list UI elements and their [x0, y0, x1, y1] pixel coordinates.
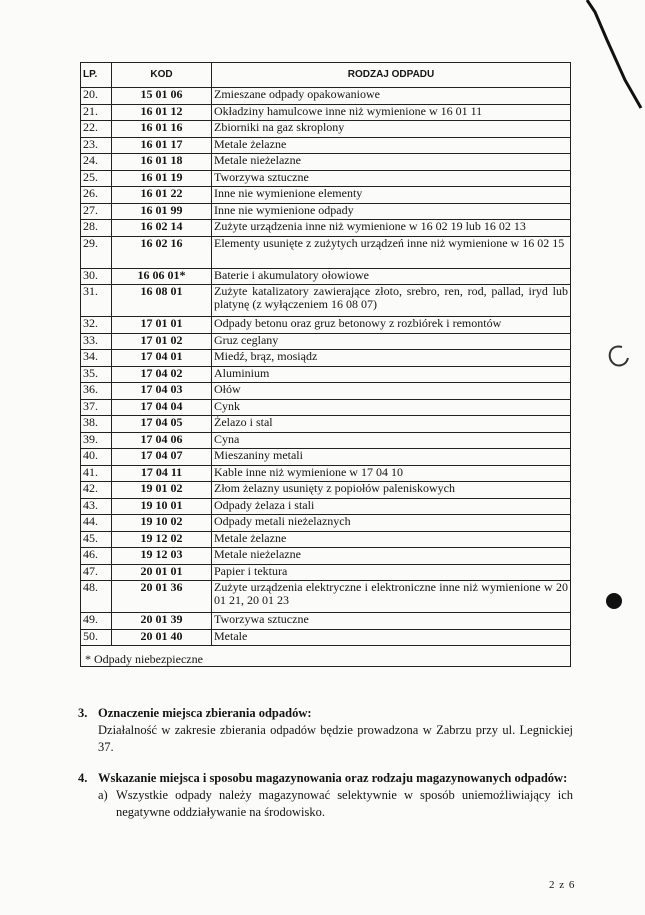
row-rodzaj-odpadu: Złom żelazny usunięty z popiołów paleniskowych [212, 482, 571, 499]
row-kod: 16 08 01 [112, 285, 212, 317]
table-row [81, 203, 571, 220]
row-lp: 46. [81, 548, 112, 565]
row-lp: 28. [81, 220, 112, 237]
section-4 [78, 770, 573, 821]
table-row [81, 383, 571, 400]
table-row [81, 285, 571, 317]
table-row [81, 548, 571, 565]
row-kod: 19 10 02 [112, 515, 212, 532]
table-footnote-row [81, 646, 571, 667]
section-3 [78, 705, 573, 756]
row-lp: 42. [81, 482, 112, 499]
row-lp: 45. [81, 531, 112, 548]
row-kod: 17 04 05 [112, 416, 212, 433]
row-rodzaj-odpadu: Cynk [212, 399, 571, 416]
row-lp: 31. [81, 285, 112, 317]
row-lp: 24. [81, 154, 112, 171]
row-kod: 19 10 01 [112, 498, 212, 515]
table-row [81, 170, 571, 187]
section-4-number: 4. [78, 771, 88, 785]
row-kod: 17 04 03 [112, 383, 212, 400]
row-kod: 17 04 02 [112, 366, 212, 383]
row-rodzaj-odpadu: Cyna [212, 432, 571, 449]
scan-punch-hole [603, 590, 627, 612]
row-rodzaj-odpadu: Zmieszane odpady opakowaniowe [212, 88, 571, 105]
row-lp: 23. [81, 137, 112, 154]
row-kod: 20 01 39 [112, 613, 212, 630]
row-kod: 20 01 40 [112, 629, 212, 646]
row-lp: 30. [81, 268, 112, 285]
footnote-hazardous: * Odpady niebezpieczne [81, 646, 571, 667]
table-row [81, 629, 571, 646]
row-rodzaj-odpadu: Tworzywa sztuczne [212, 613, 571, 630]
row-rodzaj-odpadu: Okładziny hamulcowe inne niż wymienione w 16 01 11 [212, 104, 571, 121]
table-row [81, 449, 571, 466]
row-kod: 16 02 16 [112, 236, 212, 268]
row-lp: 21. [81, 104, 112, 121]
row-rodzaj-odpadu: Ołów [212, 383, 571, 400]
row-lp: 36. [81, 383, 112, 400]
row-rodzaj-odpadu: Odpady betonu oraz gruz betonowy z rozbiórek i remontów [212, 317, 571, 334]
row-rodzaj-odpadu: Mieszaniny metali [212, 449, 571, 466]
row-kod: 16 01 17 [112, 137, 212, 154]
row-lp: 41. [81, 465, 112, 482]
row-rodzaj-odpadu: Zużyte urządzenia inne niż wymienione w 16 02 19 lub 16 02 13 [212, 220, 571, 237]
table-row [81, 564, 571, 581]
row-rodzaj-odpadu: Gruz ceglany [212, 333, 571, 350]
row-rodzaj-odpadu: Metale żelazne [212, 531, 571, 548]
table-row [81, 531, 571, 548]
row-kod: 16 02 14 [112, 220, 212, 237]
row-rodzaj-odpadu: Metale nieżelazne [212, 154, 571, 171]
row-lp: 32. [81, 317, 112, 334]
table-row [81, 366, 571, 383]
table-row [81, 515, 571, 532]
section-4-item-a [78, 787, 573, 821]
table-row [81, 581, 571, 613]
table-row [81, 432, 571, 449]
row-rodzaj-odpadu: Metale nieżelazne [212, 548, 571, 565]
table-row [81, 317, 571, 334]
row-kod: 16 01 99 [112, 203, 212, 220]
table-row [81, 465, 571, 482]
row-rodzaj-odpadu: Zużyte katalizatory zawierające złoto, srebro, ren, rod, pallad, iryd lub platynę (z wyłączeniem 16 08 07) [212, 285, 571, 317]
row-rodzaj-odpadu: Aluminium [212, 366, 571, 383]
row-kod: 19 01 02 [112, 482, 212, 499]
row-lp: 38. [81, 416, 112, 433]
row-lp: 48. [81, 581, 112, 613]
row-lp: 50. [81, 629, 112, 646]
table-row [81, 482, 571, 499]
scan-ring-mark [604, 342, 632, 372]
row-kod: 16 01 22 [112, 187, 212, 204]
row-lp: 27. [81, 203, 112, 220]
row-lp: 20. [81, 88, 112, 105]
row-lp: 26. [81, 187, 112, 204]
table-row [81, 236, 571, 268]
row-lp: 49. [81, 613, 112, 630]
table-header-row [81, 63, 571, 88]
row-rodzaj-odpadu: Metale żelazne [212, 137, 571, 154]
row-kod: 16 01 19 [112, 170, 212, 187]
scan-edge-mark [585, 0, 645, 110]
table-row [81, 333, 571, 350]
row-kod: 20 01 01 [112, 564, 212, 581]
table-row [81, 416, 571, 433]
row-lp: 25. [81, 170, 112, 187]
row-lp: 22. [81, 121, 112, 138]
table-row [81, 613, 571, 630]
row-kod: 17 04 07 [112, 449, 212, 466]
row-kod: 17 01 01 [112, 317, 212, 334]
row-rodzaj-odpadu: Kable inne niż wymienione w 17 04 10 [212, 465, 571, 482]
row-kod: 16 01 18 [112, 154, 212, 171]
row-rodzaj-odpadu: Papier i tektura [212, 564, 571, 581]
row-lp: 37. [81, 399, 112, 416]
row-kod: 17 04 06 [112, 432, 212, 449]
row-rodzaj-odpadu: Elementy usunięte z zużytych urządzeń inne niż wymienione w 16 02 15 [212, 236, 571, 268]
row-rodzaj-odpadu: Tworzywa sztuczne [212, 170, 571, 187]
row-lp: 35. [81, 366, 112, 383]
row-kod: 16 01 16 [112, 121, 212, 138]
table-body [81, 88, 571, 646]
row-kod: 16 06 01* [112, 268, 212, 285]
table-row [81, 154, 571, 171]
row-lp: 33. [81, 333, 112, 350]
table-row [81, 137, 571, 154]
item-a-label: a) [98, 788, 108, 802]
header-kod: KOD [112, 63, 212, 88]
table-row [81, 498, 571, 515]
row-rodzaj-odpadu: Zużyte urządzenia elektryczne i elektroniczne inne niż wymienione w 20 01 21, 20 01 23 [212, 581, 571, 613]
row-lp: 34. [81, 350, 112, 367]
row-lp: 43. [81, 498, 112, 515]
section-3-title: Oznaczenie miejsca zbierania odpadów: [98, 706, 312, 720]
row-rodzaj-odpadu: Metale [212, 629, 571, 646]
item-a-text: Wszystkie odpady należy magazynować selektywnie w sposób uniemożliwiający ich negatywne oddziaływanie na środowisko. [116, 788, 573, 819]
row-lp: 47. [81, 564, 112, 581]
table-row [81, 104, 571, 121]
row-rodzaj-odpadu: Odpady metali nieżelaznych [212, 515, 571, 532]
row-kod: 19 12 02 [112, 531, 212, 548]
row-rodzaj-odpadu: Inne nie wymienione odpady [212, 203, 571, 220]
section-3-body: Działalność w zakresie zbierania odpadów będzie prowadzona w Zabrzu przy ul. Legnickiej 37. [98, 723, 573, 754]
table-row [81, 268, 571, 285]
row-lp: 29. [81, 236, 112, 268]
row-kod: 16 01 12 [112, 104, 212, 121]
table-row [81, 220, 571, 237]
header-rodzaj-odpadu: RODZAJ ODPADU [212, 63, 571, 88]
row-rodzaj-odpadu: Baterie i akumulatory ołowiowe [212, 268, 571, 285]
row-kod: 17 04 11 [112, 465, 212, 482]
table-row [81, 121, 571, 138]
section-4-title: Wskazanie miejsca i sposobu magazynowania oraz rodzaju magazynowanych odpadów: [98, 771, 568, 785]
table-row [81, 350, 571, 367]
table-row [81, 399, 571, 416]
row-rodzaj-odpadu: Żelazo i stal [212, 416, 571, 433]
row-lp: 44. [81, 515, 112, 532]
row-rodzaj-odpadu: Zbiorniki na gaz skroplony [212, 121, 571, 138]
row-rodzaj-odpadu: Miedź, brąz, mosiądz [212, 350, 571, 367]
row-kod: 17 04 04 [112, 399, 212, 416]
table-row [81, 88, 571, 105]
row-kod: 17 04 01 [112, 350, 212, 367]
row-rodzaj-odpadu: Inne nie wymienione elementy [212, 187, 571, 204]
section-3-number: 3. [78, 706, 88, 720]
row-rodzaj-odpadu: Odpady żelaza i stali [212, 498, 571, 515]
row-kod: 20 01 36 [112, 581, 212, 613]
row-lp: 39. [81, 432, 112, 449]
row-kod: 15 01 06 [112, 88, 212, 105]
row-lp: 40. [81, 449, 112, 466]
waste-table [80, 62, 571, 667]
row-kod: 17 01 02 [112, 333, 212, 350]
table-row [81, 187, 571, 204]
header-lp: LP. [81, 63, 112, 88]
page-number: 2 z 6 [549, 879, 576, 891]
row-kod: 19 12 03 [112, 548, 212, 565]
